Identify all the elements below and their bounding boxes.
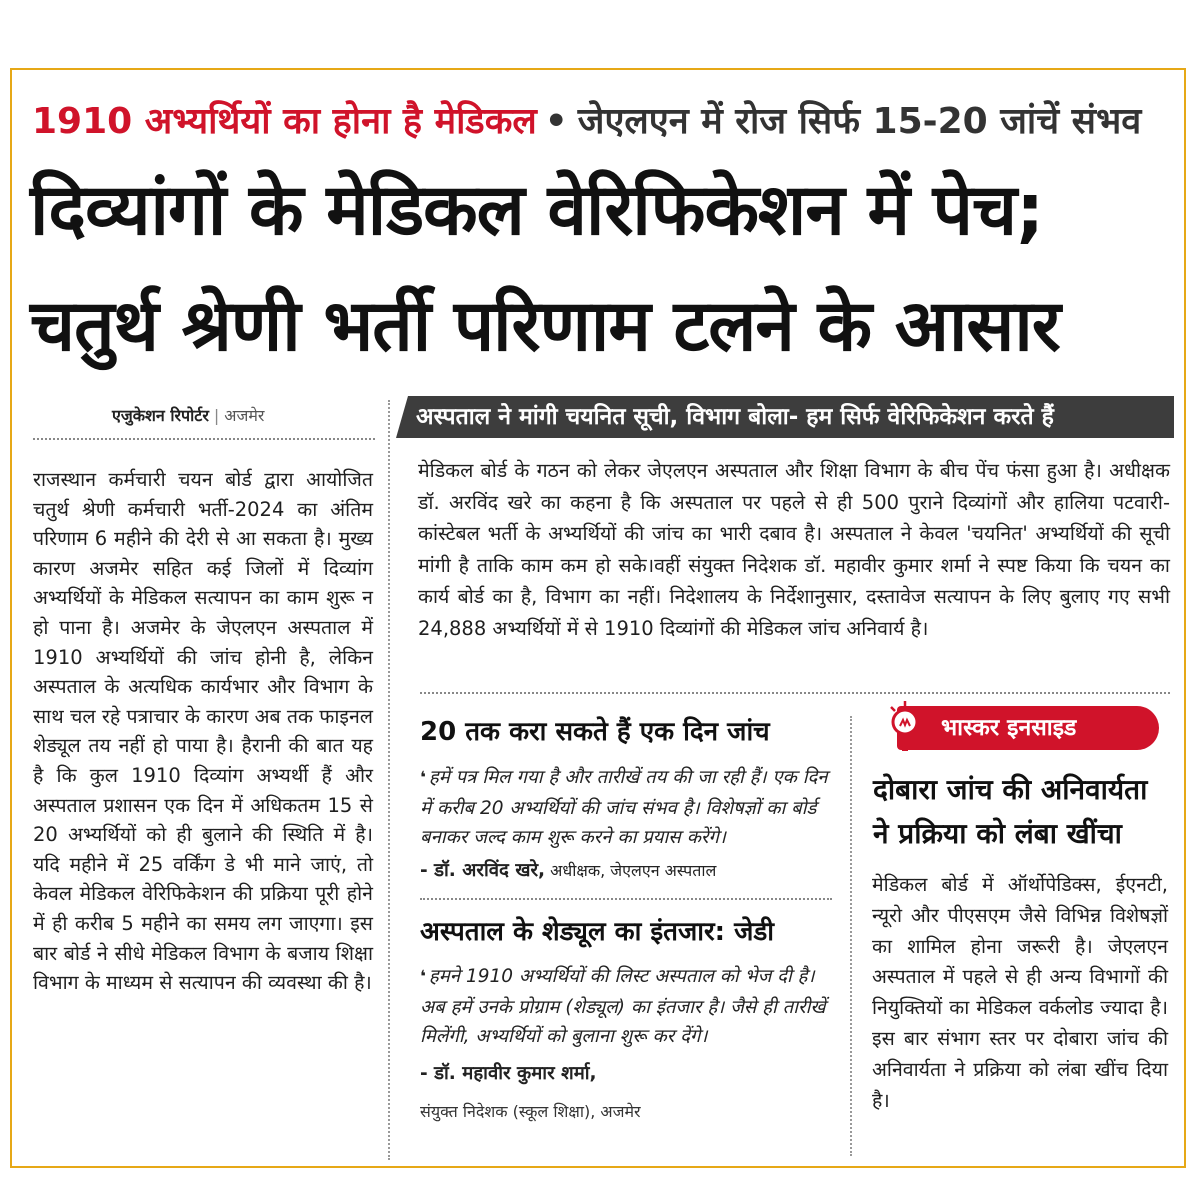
kicker-right: जेएलएन में रोज सिर्फ 15-20 जांचें संभव [577,101,1142,142]
lead-body-text: मेडिकल बोर्ड के गठन को लेकर जेएलएन अस्पताल और शिक्षा विभाग के बीच पेंच फंसा हुआ है। अधीक्षक डॉ. अरविंद खरे का कहना है कि अस्पताल पर पहले से ही 500 पुराने दिव्यांगों और हालिया पटवारी-कांस्टेबल भर्ती के अभ्यर्थियों की जांच का भारी दबाव है। अस्पताल ने केवल 'चयनित' अभ्यर्थियों की सूची मांगी है ताकि काम कम हो सके।वहीं संयुक्त निदेशक डॉ. महावीर कुमार शर्मा ने स्पष्ट किया कि चयन का कार्य बोर्ड का है, विभाग का नहीं। निदेशालय के निर्देशानुसार, दस्तावेज सत्यापन के लिए बुलाए गए सभी 24,888 अभ्यर्थियों में से 1910 दिव्यांगों की मेडिकल जांच अनिवार्य है। [418,459,1170,640]
quote2-attribution [420,1060,597,1085]
quote-mark-icon: ❛ [420,768,426,788]
inside-heading: दोबारा जांच की अनिवार्यता ने प्रक्रिया को लंबा खींचा [873,773,1148,850]
quote1-name: - डॉ. अरविंद खरे, [420,860,546,881]
quote2-text [420,962,828,1052]
bhaskar-inside-badge: भास्कर इनसाइड [897,706,1159,750]
quote1-designation: अधीक्षक, जेएलएन अस्पताल [550,861,717,880]
kicker-line [32,92,1172,152]
column-divider-right [850,716,852,1156]
byline-city: अजमेर [224,406,265,425]
byline [112,404,264,426]
quote2-heading: अस्पताल के शेड्यूल का इंतजार: जेडी [420,917,775,947]
quote1-body: हमें पत्र मिल गया है और तारीखें तय की जा रही हैं। एक दिन में करीब 20 अभ्यर्थियों की जांच संभव है। विशेषज्ञों का बोर्ड बनाकर जल्द काम शुरू करने का प्रयास करेंगे। [420,767,828,848]
headline-line-2: चतुर्थ श्रेणी भर्ती परिणाम टलने के आसार [30,284,1060,367]
quote-mark-icon: ❛ [420,967,426,987]
quote2-designation: संयुक्त निदेशक (स्कूल शिक्षा), अजमेर [420,1102,641,1121]
main-body-text: राजस्थान कर्मचारी चयन बोर्ड द्वारा आयोजित चतुर्थ श्रेणी कर्मचारी भर्ती-2024 का अंतिम परिणाम 6 महीने की देरी से आ सकता है। मुख्य कारण अजमेर सहित कई जिलों में दिव्यांग अभ्यर्थियों के मेडिकल सत्यापन का काम शुरू न हो पाना है। अजमेर के जेएलएन अस्पताल में 1910 अभ्यर्थियों की जांच होनी है, लेकिन अस्पताल के अत्यधिक कार्यभार और विभाग के साथ चल रहे पत्राचार के कारण अब तक फाइनल शेड्यूल तय नहीं हो पाया है। हैरानी की बात यह है कि कुल 1910 दिव्यांग अभ्यर्थी हैं और अस्पताल प्रशासन एक दिन में अधिकतम 15 से 20 अभ्यर्थियों को ही बुलाने की स्थिति में है। यदि महीने में 25 वर्किंग डे भी माने जाएं, तो केवल मेडिकल वेरिफिकेशन की प्रक्रिया पूरी होने में ही करीब 5 महीने का समय लग जाएगा। इस बार बोर्ड ने सीधे मेडिकल विभाग के बजाय शिक्षा विभाग के माध्यम से सत्यापन की व्यवस्था की है। [33,468,373,995]
quote1-attribution [420,857,716,882]
headline-line-1: दिव्यांगों के मेडिकल वेरिफिकेशन में पेच; [30,168,1044,251]
subhead-bar [396,396,1174,438]
column-divider-left [388,400,390,1160]
subhead-text: अस्पताल ने मांगी चयनित सूची, विभाग बोला- हम सिर्फ वेरिफिकेशन करते हैं [416,404,1054,430]
subhead-corner [396,396,408,438]
quote-divider [420,898,832,900]
byline-divider [33,438,375,440]
byline-reporter: एजुकेशन रिपोर्टर [112,406,209,425]
lead-divider [420,692,1170,694]
inside-body-text: मेडिकल बोर्ड में ऑर्थोपेडिक्स, ईएनटी, न्यूरो और पीएसएम जैसे विभिन्न विशेषज्ञों का शामिल होना जरूरी है। जेएलएन अस्पताल में पहले से ही अन्य विभागों की नियुक्तियों का मेडिकल वर्कलोड ज्यादा है। इस बार संभाग स्तर पर दोबारा जांच की अनिवार्यता ने प्रक्रिया को लंबा खींच दिया है। [872,873,1168,1112]
quote1-heading: 20 तक करा सकते हैं एक दिन जांच [420,717,770,747]
quote1-text [420,763,828,853]
quote2-body: हमने 1910 अभ्यर्थियों की लिस्ट अस्पताल को भेज दी है। अब हमें उनके प्रोग्राम (शेड्यूल) का इंतजार है। जैसे ही तारीखें मिलेंगी, अभ्यर्थियों को बुलाना शुरू कर देंगे। [420,966,826,1047]
byline-separator: | [213,406,220,425]
kicker-bullet: • [544,101,568,142]
quote2-name: - डॉ. महावीर कुमार शर्मा, [420,1063,597,1084]
kicker-left: 1910 अभ्यर्थियों का होना है मेडिकल [32,101,537,142]
bulb-icon [888,700,922,756]
